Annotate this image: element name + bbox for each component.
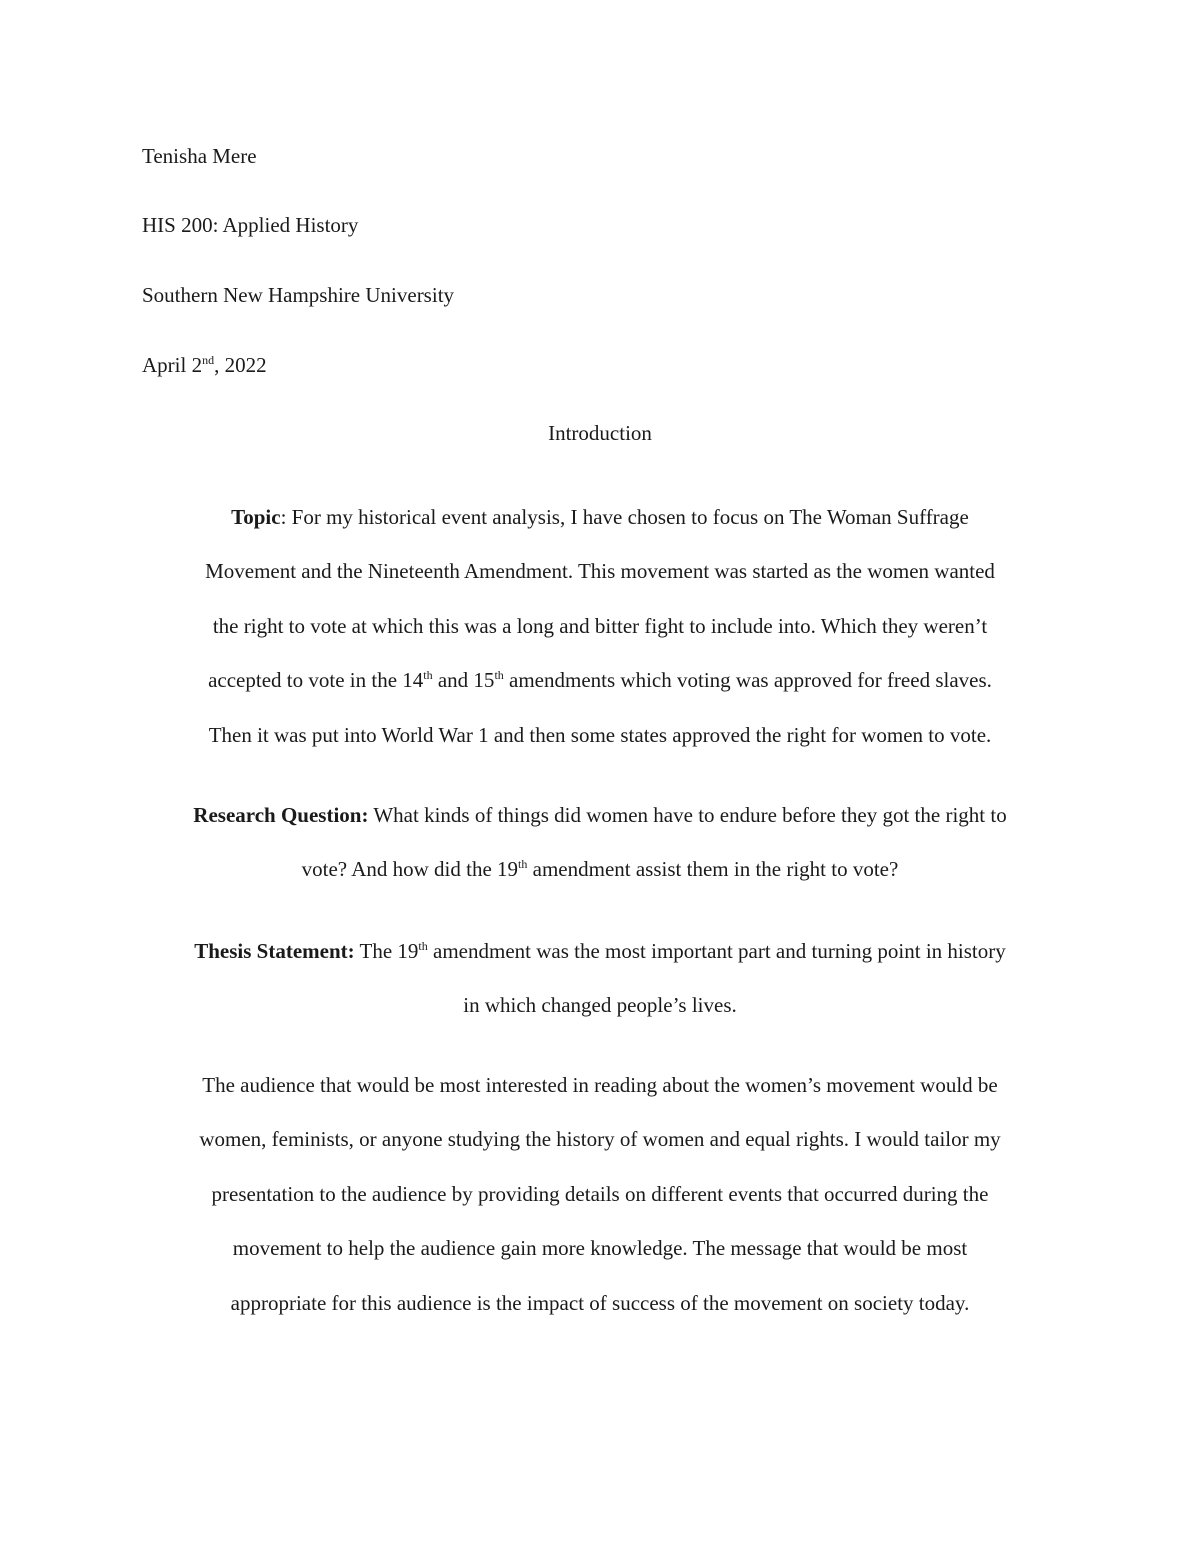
author-name: Tenisha Mere [142, 144, 257, 168]
audience-line-4: movement to help the audience gain more knowledge. The message that would be most [232, 1236, 968, 1261]
thesis-line-2: in which changed people’s lives. [463, 993, 737, 1018]
research-line-2: vote? And how did the 19th amendment assist them in the right to vote? [301, 857, 899, 882]
topic-line-4: accepted to vote in the 14th and 15th amendments which voting was approved for freed slaves. [208, 668, 992, 693]
topic-line-1: Topic: For my historical event analysis, I have chosen to focus on The Woman Suffrage [231, 505, 969, 529]
research-question-paragraph [120, 788, 1080, 897]
topic-line-5: Then it was put into World War 1 and then some states approved the right for women to vote. [208, 722, 992, 747]
date-superscript: nd [202, 353, 215, 367]
audience-line-1: The audience that would be most interested in reading about the women’s movement would be [202, 1073, 998, 1097]
section-title: Introduction [548, 421, 652, 445]
topic-label: Topic [231, 505, 281, 529]
thesis-line-1: Thesis Statement: The 19th amendment was the most important part and turning point in history [194, 939, 1006, 963]
audience-line-3: presentation to the audience by providing details on different events that occurred during the [211, 1181, 989, 1206]
date-suffix: , 2022 [214, 353, 267, 377]
audience-line-2: women, feminists, or anyone studying the history of women and equal rights. I would tailor my [199, 1127, 1001, 1152]
research-line-1: Research Question: What kinds of things did women have to endure before they got the right to [193, 803, 1007, 827]
date-line [142, 355, 267, 376]
topic-paragraph [120, 490, 1080, 762]
university-name: Southern New Hampshire University [142, 283, 455, 307]
date-prefix: April 2 [142, 353, 203, 377]
research-label: Research Question: [193, 803, 369, 827]
thesis-paragraph [120, 924, 1080, 1033]
topic-line-2: Movement and the Nineteenth Amendment. This movement was started as the women wanted [205, 559, 995, 584]
topic-line-3: the right to vote at which this was a long and bitter fight to include into. Which they weren’t [212, 613, 988, 638]
audience-paragraph [120, 1058, 1080, 1330]
thesis-label: Thesis Statement: [194, 939, 355, 963]
course-name: HIS 200: Applied History [142, 213, 359, 237]
audience-line-5: appropriate for this audience is the impact of success of the movement on society today. [230, 1290, 970, 1315]
